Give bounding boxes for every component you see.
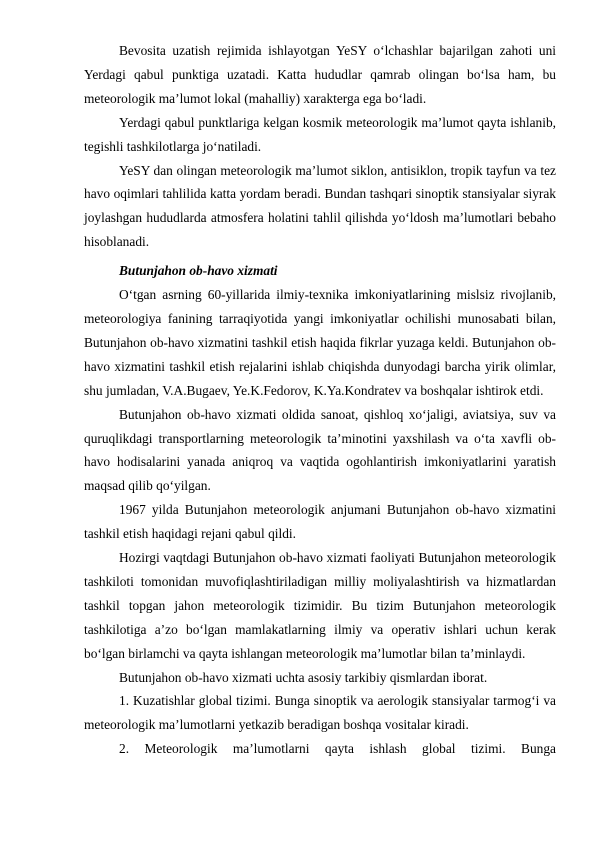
- paragraph-1967-plan: 1967 yilda Butunjahon meteorologik anjumani Butunjahon ob-havo xizmatini tashkil etish haqidagi rejani qabul qildi.: [84, 502, 556, 542]
- paragraph-satellite-data-use: YeSY dan olingan meteorologik maʼlumot siklon, antisiklon, tropik tayfun va tez havo oqimlari tahlilida katta yordam beradi. Bundan tashqari sinoptik stansiyalar siyrak joylashgan hududlarda atmosfera holatini tahlil qilishda yoʻldosh maʼlumotlari bebaho hisoblanadi.: [84, 162, 556, 250]
- paragraph-history: Oʻtgan asrning 60-yillarida ilmiy-texnika imkoniyatlarining mislsiz rivojlanib, meteorologiya fanining tarraqiyotida yangi imkoniyatlar ochilishi munosabati bilan, Butunjahon ob-havo xizmatini tashkil etish haqida fikrlar yuzaga keldi. Butunjahon ob-havo xizmatini tashkil etish rejalarini ishlab chiqishda dunyodagi barcha yirik olimlar, shu jumladan, V.A.Bugaev, Ye.K.Fedorov, K.Ya.Kondratev va boshqalar ishtirok etdi.: [84, 287, 556, 398]
- section-heading: Butunjahon ob-havo xizmati: [119, 263, 278, 279]
- paragraph-transmission-mode: Bevosita uzatish rejimida ishlayotgan YeSY oʻlchashlar bajarilgan zahoti uni Yerdagi qabul punktiga uzatadi. Katta hududlar qamrab olingan boʻlsa ham, bu meteorologik maʼlumot lokal (mahalliy) xarakterga ega boʻladi.: [84, 43, 556, 106]
- list-item-observation-system: 1. Kuzatishlar global tizimi. Bunga sinoptik va aerologik stansiyalar tarmogʻi va meteorologik maʼlumotlarni yetkazib beradigan boshqa vositalar kiradi.: [84, 693, 556, 733]
- paragraph-components-intro: Butunjahon ob-havo xizmati uchta asosiy tarkibiy qismlardan iborat.: [119, 669, 488, 685]
- paragraph-goals: Butunjahon ob-havo xizmati oldida sanoat, qishloq xoʻjaligi, aviatsiya, suv va quruqlikdagi transportlarning meteorologik taʼminotini yaxshilash va oʻta xavfli ob-havo hodisalarini yanada aniqroq va vaqtida ogohlantirish imkoniyatlarini yaratish maqsad qilib qoʻyilgan.: [84, 406, 556, 494]
- paragraph-ground-stations: Yerdagi qabul punktlariga kelgan kosmik meteorologik maʼlumot qayta ishlanib, tegishli tashkilotlarga joʻnatiladi.: [84, 114, 556, 154]
- list-item-processing-system: 2. Meteorologik maʼlumotlarni qayta ishlash global tizimi. Bunga: [119, 741, 556, 757]
- paragraph-current-system: Hozirgi vaqtdagi Butunjahon ob-havo xizmati faoliyati Butunjahon meteorologik tashkiloti tomonidan muvofiqlashtiriladigan milliy moliyalashtirish va hizmatlardan tashkil topgan jahon meteorologik tizimidir. Bu tizim Butunjahon meteorologik tashkilotiga aʼzo boʻlgan mamlakatlarning ilmiy va operativ ishlari uchun kerak boʻlgan birlamchi va qayta ishlangan meteorologik maʼlumotlar bilan taʼminlaydi.: [84, 550, 556, 661]
- document-page: [84, 39, 556, 761]
